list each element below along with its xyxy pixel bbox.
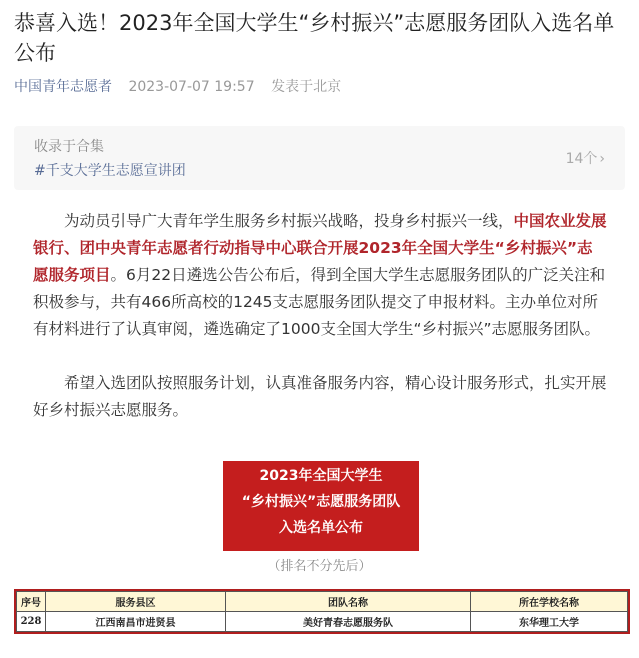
collection-label: 收录于合集: [34, 139, 104, 155]
table-header-row: [17, 592, 628, 612]
paragraph-intro-highlight: 中国农业发展银行、团中央青年志愿者行动指导中心联合开展2023年全国大学生“乡村振兴”志愿服务项目: [33, 212, 607, 284]
account-name-link[interactable]: 中国青年志愿者: [14, 79, 112, 95]
article-title: 恭喜入选！2023年全国大学生“乡村振兴”志愿服务团队入选名单公布: [14, 11, 615, 65]
cell-index: 228: [17, 612, 46, 632]
banner-line-2: “乡村振兴”志愿服务团队: [241, 494, 401, 510]
header-school: 所在学校名称: [471, 592, 628, 612]
collection-card[interactable]: [14, 126, 625, 190]
paragraph-intro-rest: 。6月22日遴选公告公布后，得到全国大学生志愿服务团队的广泛关注和积极参与，共有466所高校的1245支志愿服务团队提交了申报材料。主办单位对所有材料进行了认真审阅，遴选确定了1000支全国大学生“乡村振兴”志愿服务团队。: [33, 266, 606, 338]
paragraph-hope: 希望入选团队按照服务计划，认真准备服务内容，精心设计服务形式，扎实开展好乡村振兴志愿服务。: [33, 374, 607, 419]
cell-school: 东华理工大学: [471, 612, 628, 632]
team-list-table: [14, 589, 630, 634]
table-row: [17, 612, 628, 632]
rank-note: （排名不分先后）: [267, 559, 372, 574]
collection-tag-link[interactable]: #千支大学生志愿宣讲团: [34, 163, 186, 179]
banner-line-1: 2023年全国大学生: [259, 468, 383, 484]
header-county: 服务县区: [46, 592, 226, 612]
publish-location: 发表于北京: [271, 79, 342, 95]
header-index: 序号: [17, 592, 46, 612]
paragraph-intro: [33, 208, 608, 343]
article-meta: [14, 76, 341, 96]
chevron-right-icon: ›: [599, 151, 605, 167]
publish-time: 2023-07-07 19:57: [128, 79, 255, 95]
cell-team: 美好青春志愿服务队: [226, 612, 471, 632]
cell-county: 江西南昌市进贤县: [46, 612, 226, 632]
paragraph-intro-lead: 为动员引导广大青年学生服务乡村振兴战略，投身乡村振兴一线，: [64, 212, 514, 230]
header-team: 团队名称: [226, 592, 471, 612]
collection-count[interactable]: [566, 148, 605, 168]
banner-line-3: 入选名单公布: [279, 520, 363, 536]
collection-count-text: 14个: [565, 151, 598, 167]
announcement-banner-image: [223, 461, 419, 551]
